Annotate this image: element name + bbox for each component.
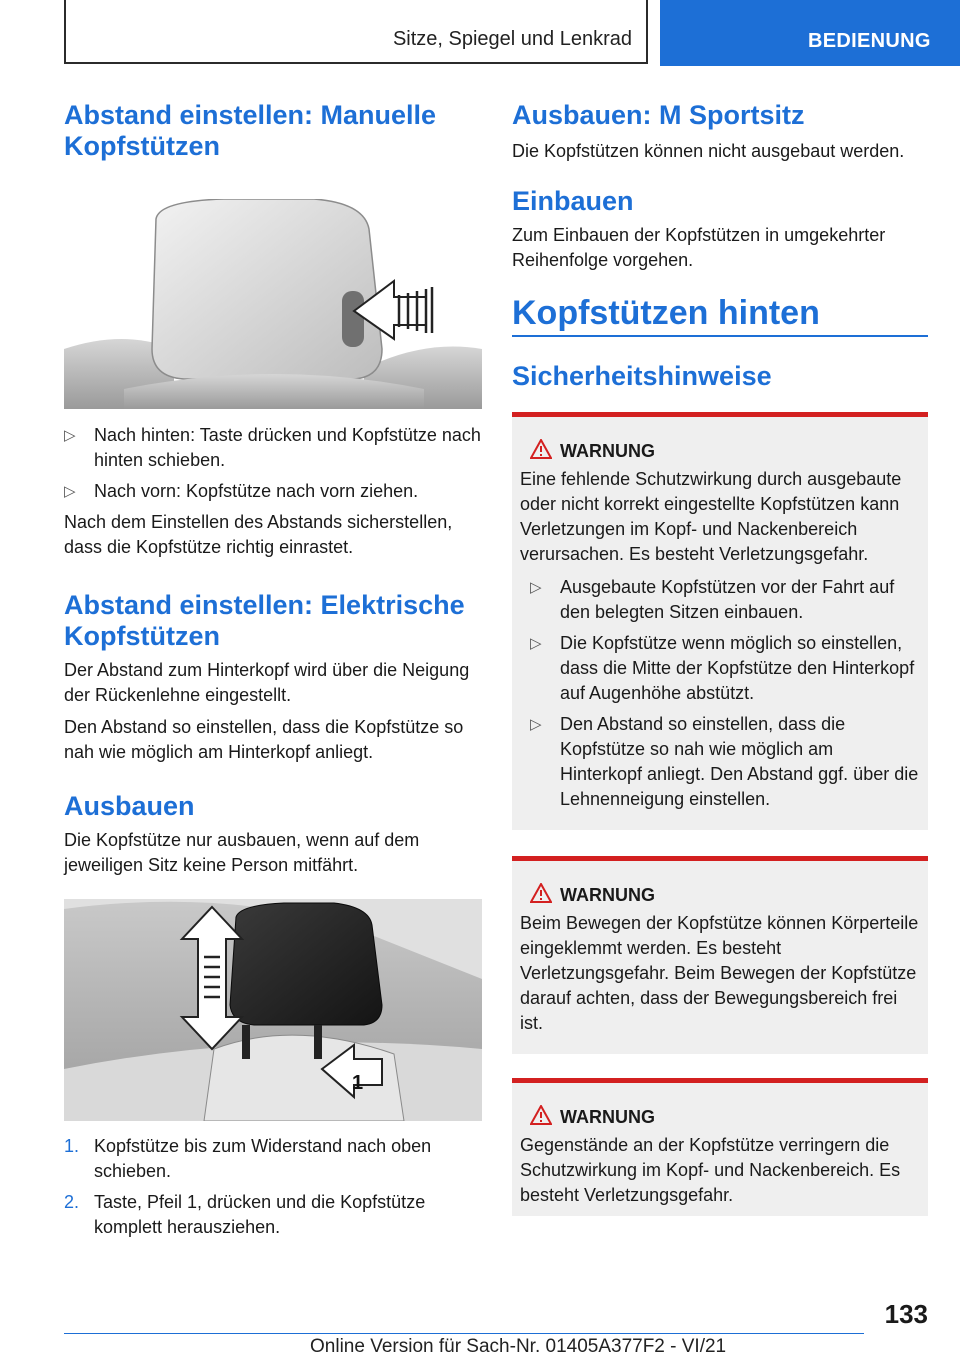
msport-paragraph: Die Kopfstützen können nicht ausgebaut werden. [512,141,905,161]
warning-title-text: WARNUNG [560,1107,655,1127]
warning-triangle-icon [530,439,552,459]
warning-title [520,1105,920,1129]
warning-text: Eine fehlende Schutzwirkung durch ausgebaute oder nicht korrekt eingestellte Kopfstützen kann Verletzungen im Kopf- und Nackenbereich verursachen. Es besteht Verletzungsgefahr. [520,469,902,564]
warning-box [512,412,928,830]
warning-box [512,856,928,1054]
footer-divider [64,1333,864,1334]
list-item [64,1190,482,1240]
left-column [64,100,482,1240]
page-header [0,0,960,66]
page-number: 133 [884,1299,928,1329]
step-text: Taste, Pfeil 1, drücken und die Kopfstütze komplett herausziehen. [94,1192,426,1237]
header-section-box [64,0,648,64]
warning-text: Beim Bewegen der Kopfstütze können Körperteile eingeklemmt werden. Es besteht Verletzungsgefahr. Beim Bewegen der Kopfstütze darauf achten, dass der Bewegungsbereich frei ist. [520,913,919,1033]
warning-text: Gegenstände an der Kopfstütze verringern die Schutzwirkung im Kopf- und Nackenbereich. Es besteht Verletzungsgefahr. [520,1135,901,1205]
warning-title [520,883,920,907]
list-item-text: Nach vorn: Kopfstütze nach vorn ziehen. [94,481,419,501]
step-number: 1. [64,1136,80,1156]
list-item: ▷ Nach hinten: Taste drücken und Kopfstütze nach hinten schieben. [64,425,481,470]
list-item: ▷ Nach vorn: Kopfstütze nach vorn ziehen. [64,481,419,501]
heading-safety: Sicherheitshinweise [512,361,772,391]
heading-install: Einbauen [512,186,634,216]
heading-remove: Ausbauen [64,791,195,821]
list-item-text: Die Kopfstütze wenn möglich so einstellen, dass die Mitte der Kopfstütze den Hinterkopf auf Augenhöhe abstützt. [560,633,915,703]
step-number: 2. [64,1192,80,1212]
list-item: ▷ Ausgebaute Kopfstützen vor der Fahrt auf den belegten Sitzen einbauen. [530,577,895,622]
warning-triangle-icon [530,883,552,903]
step-text: Kopfstütze bis zum Widerstand nach oben schieben. [94,1136,432,1181]
warning-title-text: WARNUNG [560,885,655,905]
manual-bullets [64,423,482,504]
list-item-text: Den Abstand so einstellen, dass die Kopfstütze so nah wie möglich am Hinterkopf anliegt. Den Abstand ggf. über die Lehnenneigung einstellen. [560,714,919,809]
manual-headrest-image [64,199,482,409]
heading-electric-headrest: Abstand einstellen: Elektrische Kopfstützen [64,590,465,651]
manual-note: Nach dem Einstellen des Abstands sicherstellen, dass die Kopfstütze richtig einrastet. [64,512,453,557]
right-column [512,100,928,1216]
list-item: ▷ Die Kopfstütze wenn möglich so einstellen, dass die Mitte der Kopfstütze den Hinterkopf auf Augenhöhe abstützt. [530,633,915,703]
heading-msport: Ausbauen: M Sportsitz [512,100,805,130]
warning-box [512,1078,928,1216]
list-item-text: Ausgebaute Kopfstützen vor der Fahrt auf den belegten Sitzen einbauen. [560,577,895,622]
list-item: ▷ Den Abstand so einstellen, dass die Kopfstütze so nah wie möglich am Hinterkopf anliegt. Den Abstand ggf. über die Lehnenneigung einstellen. [530,714,919,809]
header-chapter-tab [660,0,960,66]
header-chapter-label: BEDIENUNG [808,30,931,52]
warning-triangle-icon [530,1105,552,1125]
remove-headrest-image [64,899,482,1121]
warning-title [520,439,920,463]
install-paragraph: Zum Einbauen der Kopfstützen in umgekehrter Reihenfolge vorgehen. [512,225,886,270]
electric-paragraph-1: Der Abstand zum Hinterkopf wird über die Neigung der Rückenlehne eingestellt. [64,660,470,705]
heading-rear-headrests: Kopfstützen hinten [512,294,820,332]
remove-steps [64,1134,482,1240]
header-section-title: Sitze, Spiegel und Lenkrad [392,28,632,50]
rear-heading-block [512,293,928,337]
list-item [64,1134,482,1184]
list-item-text: Nach hinten: Taste drücken und Kopfstütze nach hinten schieben. [94,425,481,470]
electric-paragraph-2: Den Abstand so einstellen, dass die Kopfstütze so nah wie möglich am Hinterkopf anliegt. [64,717,464,762]
remove-paragraph: Die Kopfstütze nur ausbauen, wenn auf dem jeweiligen Sitz keine Person mitfährt. [64,830,420,875]
footer-text: Online Version für Sach-Nr. 01405A377F2 - VI/21 [310,1336,727,1357]
image-callout-label: 1 [352,1072,364,1094]
warning-bullets [520,575,920,812]
warning-title-text: WARNUNG [560,441,655,461]
heading-manual-headrest: Abstand einstellen: Manuelle Kopfstützen [64,100,437,161]
